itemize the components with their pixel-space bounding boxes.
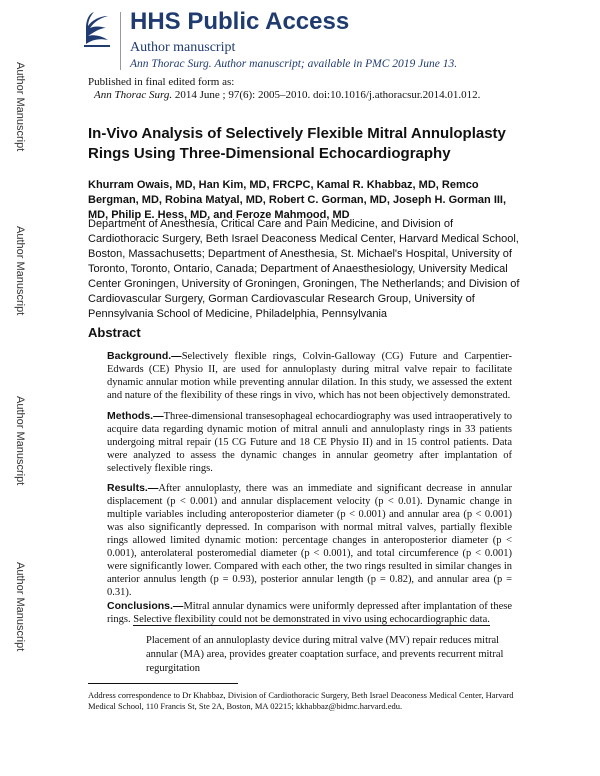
abstract-background bbox=[107, 350, 512, 402]
article-title: In-Vivo Analysis of Selectively Flexible Mitral Annuloplasty Rings Using Three-Dimensional Echocardiography bbox=[88, 125, 506, 162]
published-line-1: Published in final edited form as: bbox=[88, 76, 235, 88]
results-label: Results.— bbox=[107, 482, 159, 494]
background-text: Selectively flexible rings, Colvin-Galloway (CG) Future and Carpentier-Edwards (CE) Physio II, are used for annuloplasty during mitral valve repair to facilitate dynamic annular motion while preventing annular dilation. In this study, we assessed the extent and nature of the flexibility of these rings in vivo, which has not been objectively demonstrated. bbox=[107, 351, 512, 401]
background-label: Background.— bbox=[107, 350, 182, 362]
conclusions-text-b: Selective flexibility could not be demonstrated in vivo using echocardiographic data. bbox=[133, 614, 490, 625]
conclusions-label: Conclusions.— bbox=[107, 600, 184, 612]
header-divider bbox=[120, 12, 121, 70]
conclusions-text-a: Mitral annular dynamics were uniformly depressed after implantation of these rings. bbox=[107, 601, 512, 625]
abstract-methods bbox=[107, 410, 512, 475]
hhs-citation: Ann Thorac Surg. Author manuscript; available in PMC 2019 June 13. bbox=[130, 58, 458, 70]
methods-label: Methods.— bbox=[107, 410, 164, 422]
affiliations: Department of Anesthesia, Critical Care and Pain Medicine, and Division of Cardiothoracic Surgery, Beth Israel Deaconess Medical Center, Harvard Medical School, Boston, Massachusetts; Department of Anesthesia, St. Michael's Hospital, University of Toronto, Toronto, Ontario, Canada; Department of Anaesthesiology, University Medical Center Groningen, University of Groningen, Groningen, The Netherlands; and Division of Cardiovascular Surgery, Gorman Cardiovascular Research Group, University of Pennsylvania School of Medicine, Philadelphia, Pennsylvania bbox=[88, 218, 520, 320]
author-list: Khurram Owais, MD, Han Kim, MD, FRCPC, Kamal R. Khabbaz, MD, Remco Bergman, MD, Robina Matyal, MD, Robert C. Gorman, MD, Joseph H. Gorman III, MD, Philip E. Hess, MD, and Feroze Mahmood, MD bbox=[88, 179, 507, 221]
abstract-conclusions bbox=[107, 600, 512, 626]
results-text: After annuloplasty, there was an immediate and significant decrease in annular displacement (p < 0.001) and annular displacement velocity (p < 0.01). Dynamic change in multiple variables including anteroposterior diameter (p < 0.001) and annular area (p < 0.001) was also significantly depressed. In comparison with normal mitral valves, partially flexible rings allowed limited dynamic motion: percentage changes in anteroposterior diameter (p < 0.001), anterolateral posteromedial diameter (p < 0.001), and total circumference (p < 0.001) were significantly lower. Compared with each other, the two rings resulted in similar changes in anterior annulus length (p = 0.93), posterior annular length (p = 0.82), and annular area (p = 0.31). bbox=[107, 483, 512, 598]
methods-text: Three-dimensional transesophageal echocardiography was used intraoperatively to acquire data regarding dynamic motion of mitral annuli and annuloplasty rings in 33 patients undergoing mitral repair (15 CG Future and 18 CE Physio II) and in 15 control patients. Data were analyzed to assess the dynamic changes in annular geometry after implantation of selectively flexible rings. bbox=[107, 411, 512, 474]
abstract-results bbox=[107, 482, 512, 599]
abstract-heading: Abstract bbox=[88, 325, 141, 340]
published-info bbox=[88, 76, 480, 102]
footnote-rule bbox=[88, 683, 238, 684]
hhs-title: HHS Public Access bbox=[130, 8, 350, 35]
published-line-2: Ann Thorac Surg. 2014 June ; 97(6): 2005–2010. doi:10.1016/j.athoracsur.2014.01.012. bbox=[94, 89, 481, 101]
body-paragraph: Placement of an annuloplasty device during mitral valve (MV) repair reduces mitral annular (MA) area, provides greater coaptation surface, and prevents recurrent mitral regurgitation bbox=[146, 635, 504, 674]
hhs-subtitle: Author manuscript bbox=[130, 40, 236, 55]
hhs-eagle-logo-icon bbox=[82, 10, 112, 50]
correspondence-footnote: Address correspondence to Dr Khabbaz, Division of Cardiothoracic Surgery, Beth Israel Deaconess Medical Center, Harvard Medical School, 110 Francis St, Ste 2A, Boston, MA 02215; kkhabbaz@bidmc.harvard.edu. bbox=[88, 690, 514, 711]
